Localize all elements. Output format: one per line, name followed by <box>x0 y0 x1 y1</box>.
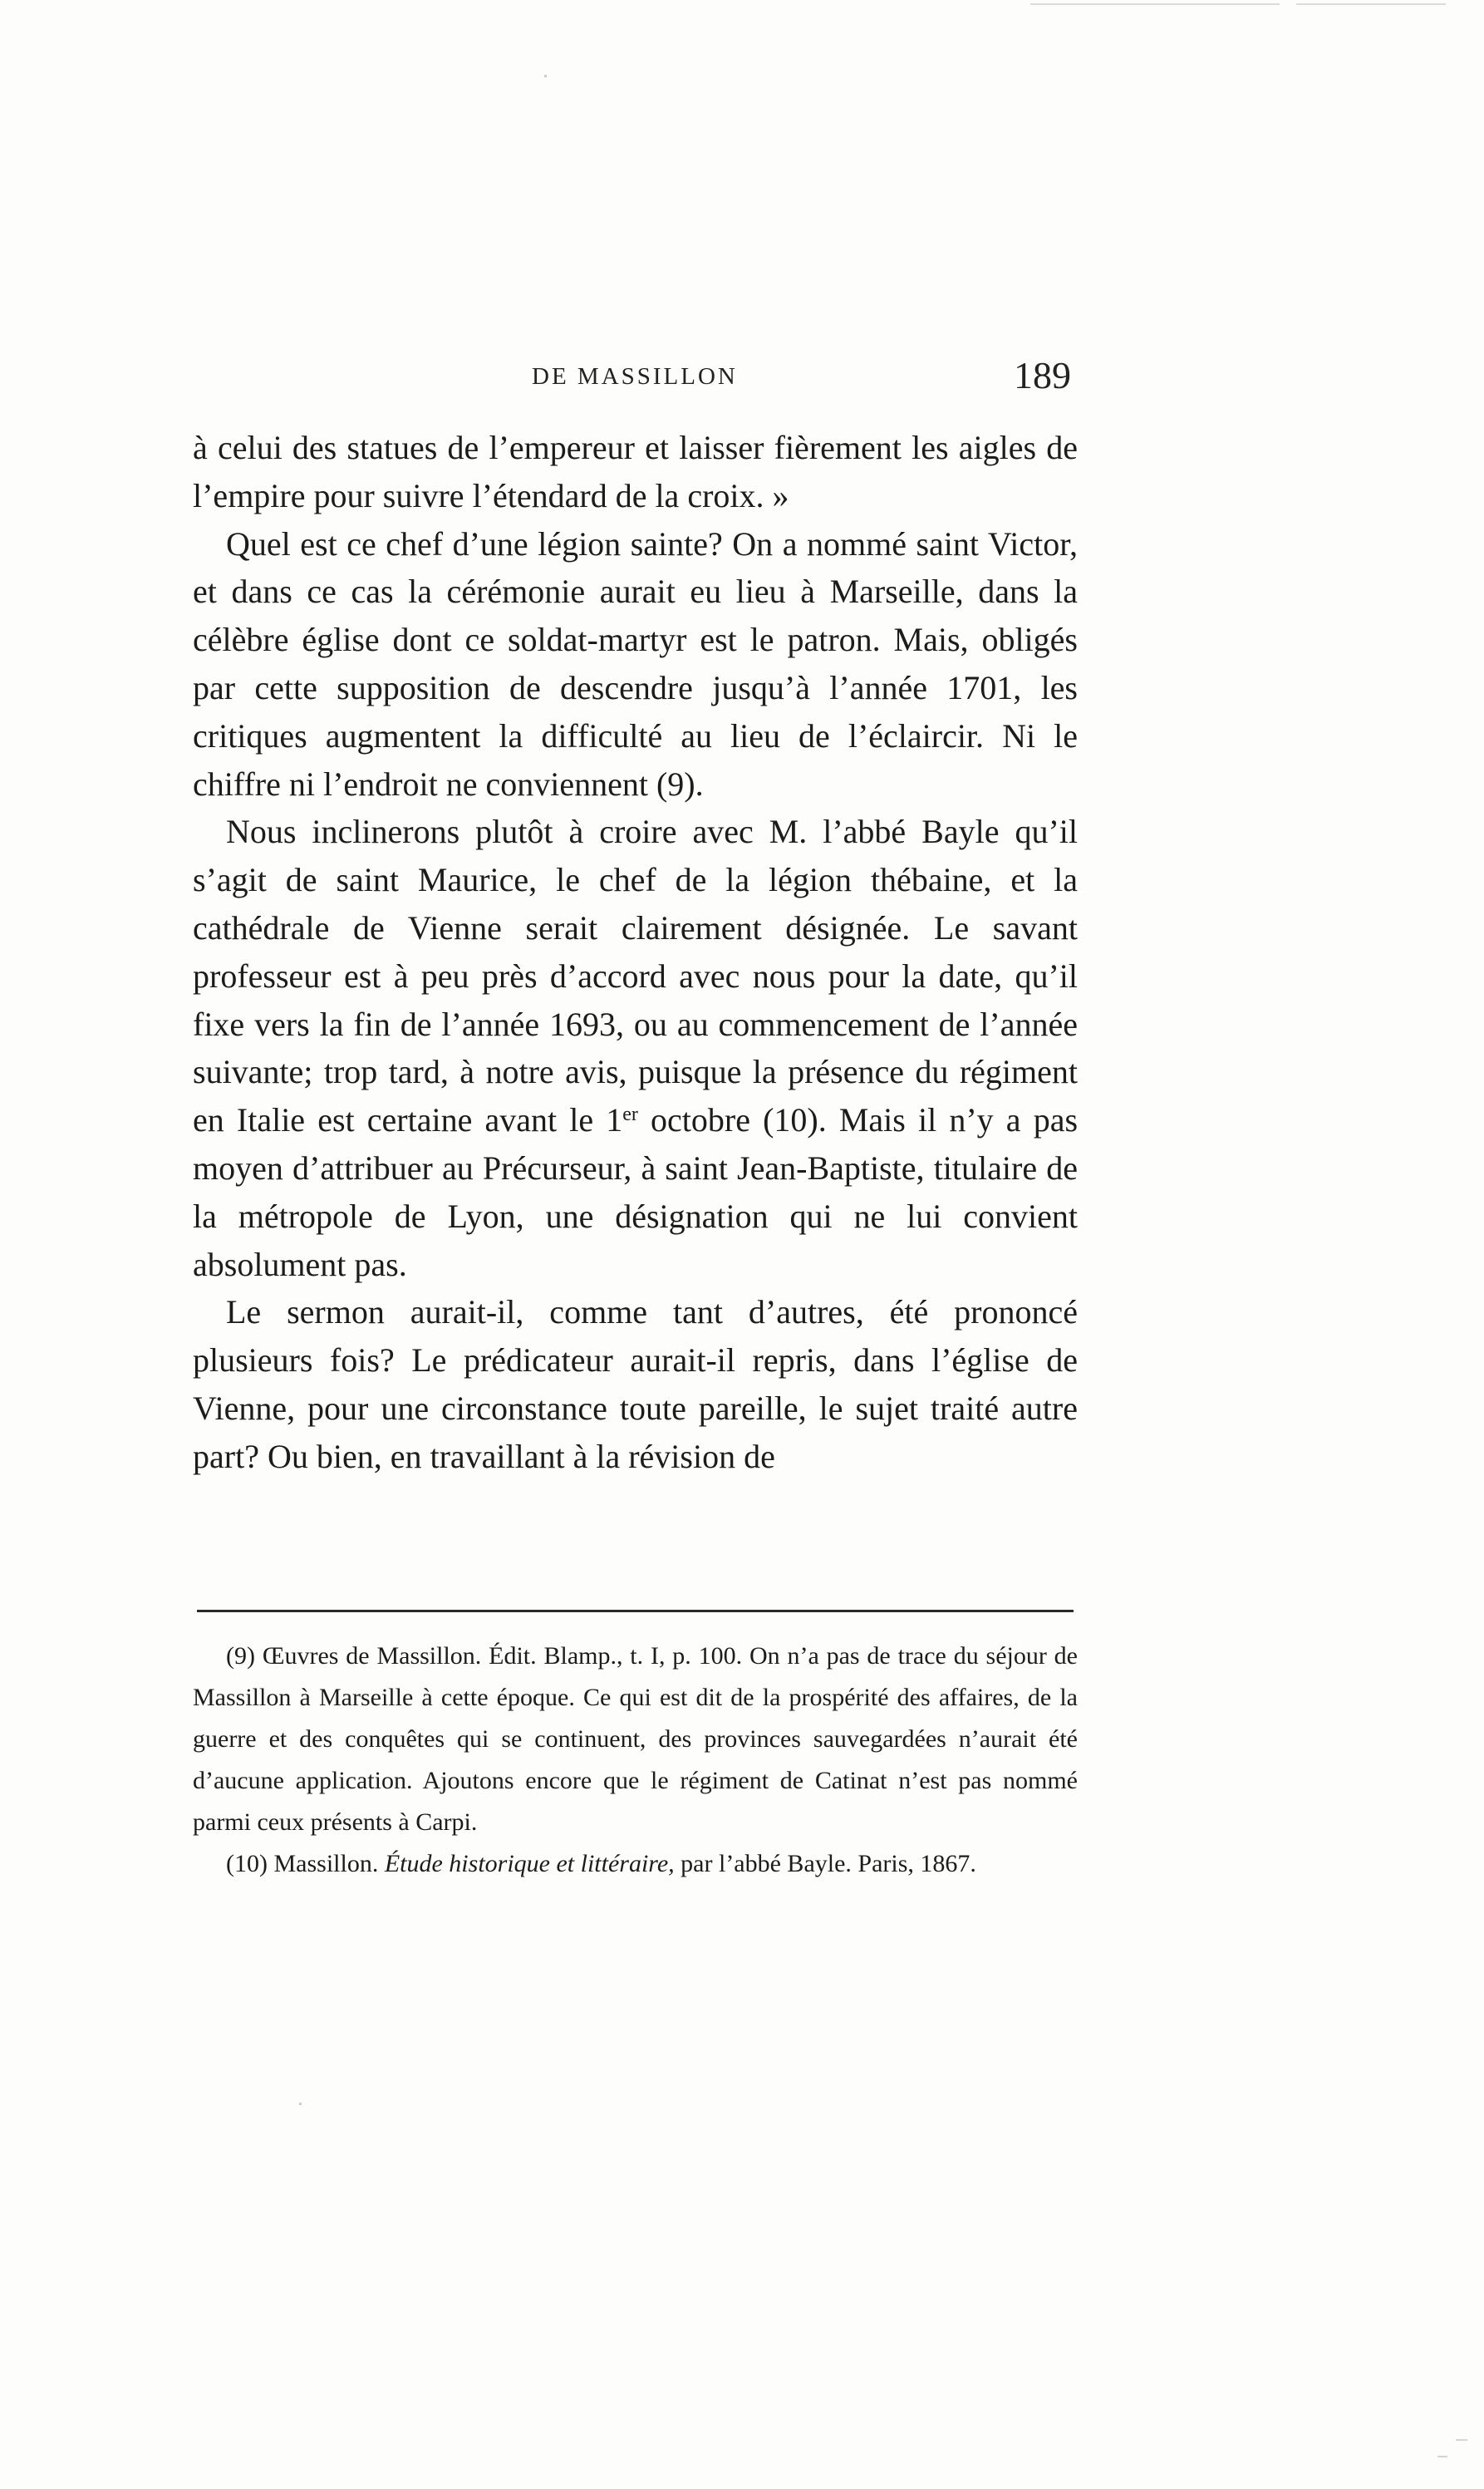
footnote-divider <box>197 1610 1074 1612</box>
scan-artifact <box>1456 2439 1467 2441</box>
running-head-title: DE MASSILLON <box>532 363 738 390</box>
main-text <box>193 424 1078 1481</box>
footnotes <box>193 1636 1078 1885</box>
paragraph <box>193 808 1078 1288</box>
footnote-10 <box>193 1843 1078 1885</box>
scan-artifact <box>1296 3 1446 5</box>
superscript-ordinal: er <box>622 1103 638 1125</box>
page-number: 189 <box>1014 354 1071 396</box>
paragraph-text: Nous inclinerons plutôt à croire avec M. l’abbé Bayle qu’il s’agit de saint Maurice, le chef de la légion thébaine, et la cathédrale de Vienne serait clairement désignée. Le savant professeur est à peu près d’accord avec nous pour la date, qu’il fixe vers la fin de l’année 1693, ou au commencement de l’année suivante; trop tard, à notre avis, puisque la présence du régiment en Italie est certaine avant le 1 <box>193 813 1078 1139</box>
footnote-title: Étude historique et littéraire, <box>384 1850 675 1877</box>
paragraph-text: octobre (10). Mais il n’y a pas moyen d’attribuer au Précurseur, à saint Jean-Baptiste, titulaire de la métropole de Lyon, une désignation qui ne lui convient absolument pas. <box>193 1101 1079 1283</box>
footnote-prefix: (10) Massillon. <box>226 1850 385 1877</box>
scan-artifact <box>1030 3 1280 5</box>
scan-artifact <box>1437 2456 1447 2457</box>
scan-artifact <box>299 2103 302 2105</box>
paragraph: Le sermon aurait-il, comme tant d’autres, été prononcé plusieurs fois? Le prédicateur aurait-il repris, dans l’église de Vienne, pour une circonstance toute pareille, le sujet traité autre part? Ou bien, en travaillant à la révision de <box>193 1293 1078 1475</box>
scan-artifact <box>544 75 547 77</box>
paragraph: Quel est ce chef d’une légion sainte? On a nommé saint Victor, et dans ce cas la cérémonie aurait eu lieu à Marseille, dans la célèbre église dont ce soldat-martyr est le patron. Mais, obligés par cette supposition de descendre jusqu’à l’année 1701, les critiques augmentent la difficulté au lieu de l’éclaircir. Ni le chiffre ni l’endroit ne conviennent (9). <box>193 524 1078 803</box>
footnote-9: (9) Œuvres de Massillon. Édit. Blamp., t. I, p. 100. On n’a pas de trace du séjour de Massillon à Marseille à cette époque. Ce qui est dit de la prospérité des affaires, de la guerre et des conquêtes qui se continuent, des provinces sauvegardées n’aurait été d’aucune application. Ajoutons encore que le régiment de Catinat n’est pas nommé parmi ceux présents à Carpi. <box>193 1642 1078 1836</box>
footnote-suffix: par l’abbé Bayle. Paris, 1867. <box>674 1850 976 1877</box>
paragraph-continuation: à celui des statues de l’empereur et laisser fièrement les aigles de l’empire pour suivre l’étendard de la croix. » <box>193 429 1078 514</box>
